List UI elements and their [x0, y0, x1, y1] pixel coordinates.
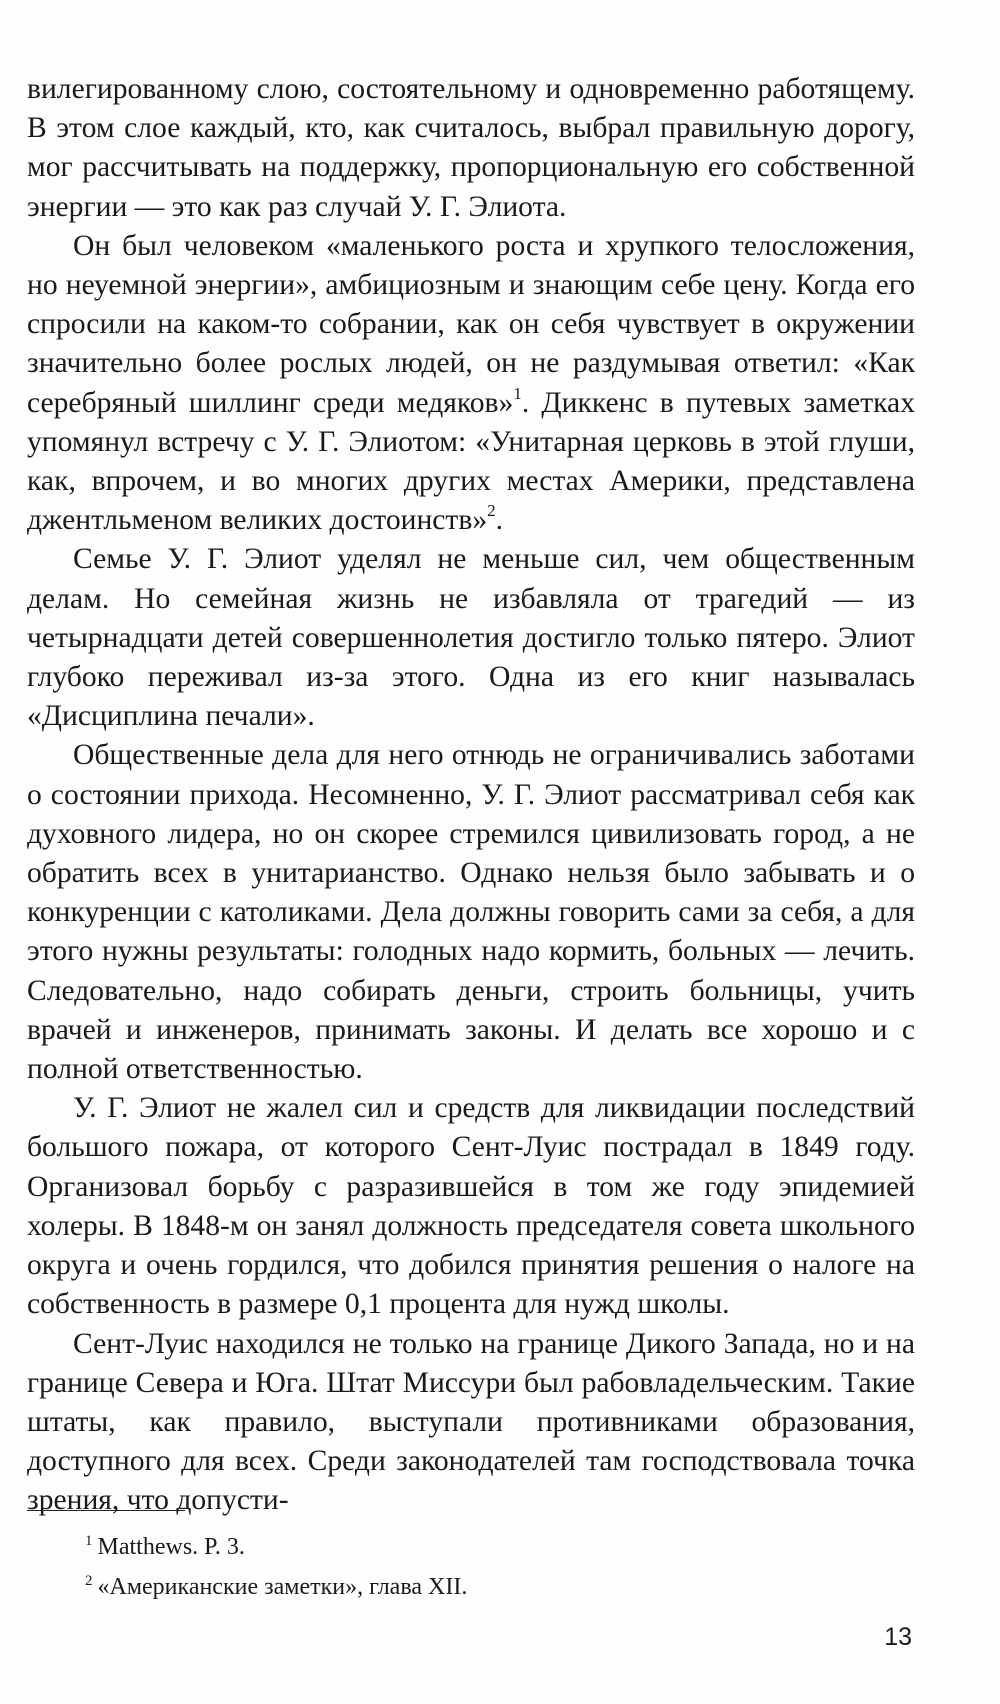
paragraph-text: вилегированному слою, состоятельному и одновременно работящему. В этом слое каждый, кто, как считалось, выбрал правильную дорогу, мог рассчитывать на поддержку, пропорциональную его собственной энергии — это как раз случай У. Г. Элиота. [27, 73, 915, 223]
paragraph-text: . [495, 504, 504, 537]
paragraph-text: Семье У. Г. Элиот уделял не меньше сил, чем общественным делам. Но семейная жизнь не избавляла от трагедий — из четырнадцати детей совершеннолетия достигло только пятеро. Элиот глубоко переживал из-за этого. Одна из его книг называлась «Дисциплина печали». [27, 543, 915, 733]
footnote-mark: 1 [85, 1533, 93, 1549]
paragraph [27, 1325, 915, 1521]
paragraph [27, 227, 915, 541]
footnote-1 [85, 1524, 885, 1564]
paragraph [27, 1089, 915, 1324]
body-text [27, 70, 915, 1521]
footnote-ref-2: 2 [487, 501, 496, 521]
footnote-2 [85, 1564, 885, 1604]
paragraph [27, 736, 915, 1089]
paragraph-text: . Диккенс в путевых заметках упомянул встречу с У. Г. Элиотом: «Унитарная церковь в этой глуши, как, впрочем, и во многих других местах Америки, представлена джентльменом великих достоинств» [27, 386, 915, 537]
paragraph-text: Он был человеком «маленького роста и хрупкого телосложения, но неуемной энергии», амбициозным и знающим себе цену. Когда его спросили на каком-то собрании, как он себя чувствует в окружении значительно более рослых людей, он не раздумывая ответил: «Как серебряный шиллинг среди медяков» [27, 229, 915, 419]
paragraph [27, 540, 915, 736]
paragraph-text: Общественные дела для него отнюдь не ограничивались заботами о состоянии прихода. Несомненно, У. Г. Элиот рассматривал себя как духовного лидера, но он скорее стремился цивилизовать город, а не обратить всех в унитарианство. Однако нельзя было забывать и о конкуренции с католиками. Дела должны говорить сами за себя, а для этого нужны результаты: голодных надо кормить, больных — лечить. Следовательно, надо собирать деньги, строить больницы, учить врачей и инженеров, принимать законы. И делать все хорошо и с полной ответственностью. [27, 739, 915, 1086]
footnote-text: «Американские заметки», глава XII. [97, 1574, 468, 1600]
footnote-text: Matthews. P. 3. [97, 1534, 245, 1560]
paragraph-text: У. Г. Элиот не жалел сил и средств для ликвидации последствий большого пожара, от которого Сент-Луис пострадал в 1849 году. Организовал борьбу с разразившейся в том же году эпидемией холеры. В 1848-м он занял должность председателя совета школьного округа и очень гордился, что добился принятия решения о налоге на собственность в размере 0,1 процента для нужд школы. [27, 1092, 915, 1321]
footnotes [85, 1524, 885, 1604]
footnote-mark: 2 [85, 1573, 93, 1589]
footnote-ref-1: 1 [513, 383, 522, 403]
page-number: 13 [884, 1623, 912, 1651]
paragraph-text: Сент-Луис находился не только на границе Дикого Запада, но и на границе Севера и Юга. Штат Миссури был рабовладельческим. Такие штаты, как правило, выступали противниками образования, доступного для всех. Среди законодателей там господствовала точка зрения, что допусти- [27, 1327, 915, 1517]
footnote-divider [27, 1510, 185, 1511]
paragraph [27, 70, 915, 227]
